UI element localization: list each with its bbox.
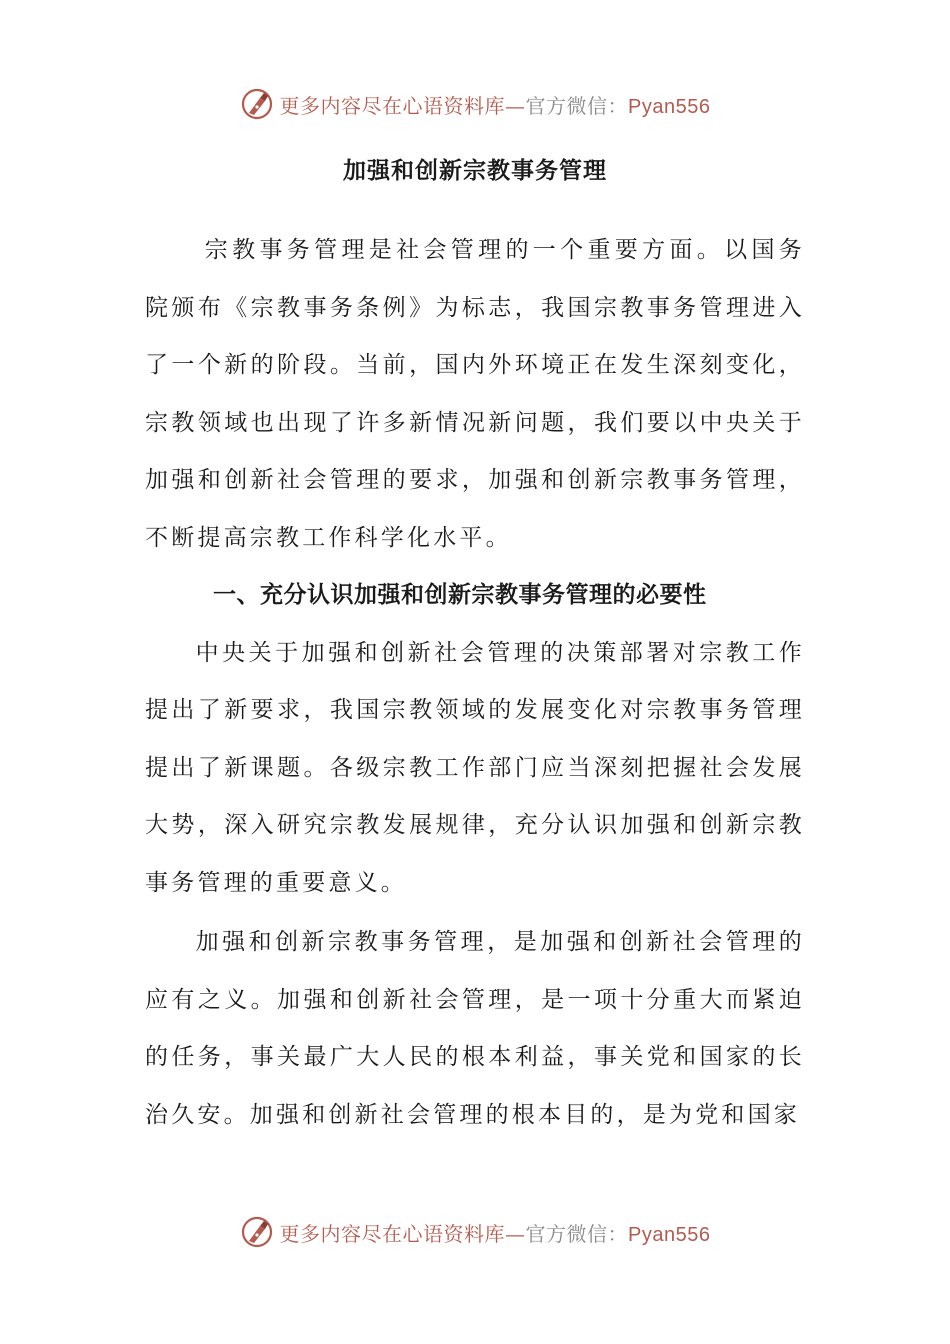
watermark-separator: —: [505, 1221, 526, 1246]
document-title: 加强和创新宗教事务管理: [343, 158, 607, 184]
watermark-text: [280, 1218, 711, 1247]
watermark-text: [280, 90, 711, 119]
watermark-main: 更多内容尽在心语资料库: [279, 93, 506, 118]
pen-nib-logo-icon: [240, 87, 274, 121]
watermark-wechat-id: Pyan556: [628, 1223, 711, 1246]
pen-nib-logo-icon: [240, 1215, 274, 1249]
header-watermark: [0, 84, 950, 124]
watermark-main: 更多内容尽在心语资料库: [279, 1221, 506, 1246]
document-body: [145, 222, 805, 1144]
watermark-wechat-label: 官方微信：: [525, 1221, 629, 1246]
watermark-separator: —: [505, 93, 526, 118]
section-heading-1: 一、充分认识加强和创新宗教事务管理的必要性: [213, 582, 707, 608]
section1-paragraph-2: 加强和创新宗教事务管理，是加强和创新社会管理的应有之义。加强和创新社会管理，是一项十分重大而紧迫的任务，事关最广大人民的根本利益，事关党和国家的长治久安。加强和创新社会管理的根本目的，是为党和国家: [145, 929, 805, 1128]
watermark-wechat-label: 官方微信：: [525, 93, 629, 118]
watermark-wechat-id: Pyan556: [628, 95, 711, 118]
footer-watermark: [0, 1212, 950, 1252]
section1-paragraph-1: 中央关于加强和创新社会管理的决策部署对宗教工作提出了新要求，我国宗教领域的发展变化对宗教事务管理提出了新课题。各级宗教工作部门应当深刻把握社会发展大势，深入研究宗教发展规律，充分认识加强和创新宗教事务管理的重要意义。: [145, 639, 805, 896]
intro-paragraph: 宗教事务管理是社会管理的一个重要方面。以国务院颁布《宗教事务条例》为标志，我国宗教事务管理进入了一个新的阶段。当前，国内外环境正在发生深刻变化，宗教领域也出现了许多新情况新问题，我们要以中央关于加强和创新社会管理的要求，加强和创新宗教事务管理，不断提高宗教工作科学化水平。: [145, 237, 805, 551]
